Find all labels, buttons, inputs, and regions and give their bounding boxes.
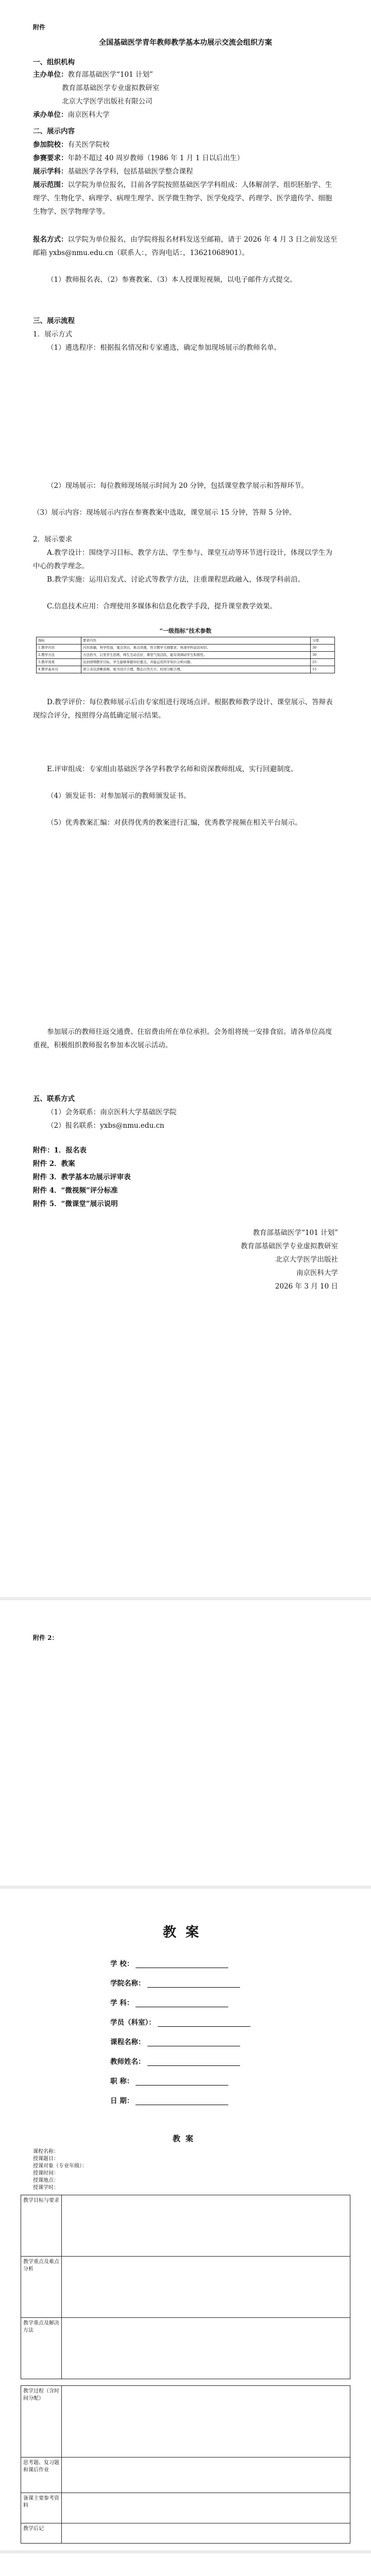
attachment-list bbox=[33, 1144, 338, 1211]
parameter-table bbox=[36, 637, 335, 673]
plan-title: 全国基础医学青年教师教学基本功展示交流会组织方案 bbox=[99, 39, 272, 47]
attachment-label: 附件 bbox=[33, 24, 46, 31]
lesson-title: 教案 bbox=[172, 2134, 198, 2143]
attachment-item: 附件 5．“微课堂”展示说明 bbox=[33, 1200, 118, 1208]
org-item: 教育部基础医学专业虚拟教研室 bbox=[62, 84, 159, 92]
cover-field: 课程名称： bbox=[110, 2036, 240, 2046]
page-divider bbox=[0, 1886, 371, 1889]
table-row: 3.教学效果 达到预期教学目标，学生能够掌握知识要点，并能运用所学知识分析问题。 25 bbox=[37, 659, 335, 666]
lesson-meta: 课程名称： 授课题目： 授课对象（专业年级）： 授课时间： 授课地点： 授课学时： bbox=[33, 2149, 87, 2191]
cover-title: 教案 bbox=[162, 1925, 208, 1940]
page-registration-form bbox=[0, 2555, 371, 2576]
requirement-b: B.教学实施：运用启发式、讨论式等教学方法，注重课程思政融入，体现学科前沿。 bbox=[47, 575, 305, 584]
signer: 教育部基础医学“101 计划” bbox=[252, 1229, 338, 1237]
cover-field: 日 期： bbox=[110, 2095, 228, 2105]
onsite-display: （2）现场展示：每位教师现场展示时间为 20 分钟，包括课堂教学展示和答辩环节。 bbox=[47, 482, 308, 490]
section-5-heading: 五、联系方式 bbox=[33, 1095, 75, 1103]
table-row: 指标 要求内容 分值 bbox=[37, 637, 335, 645]
section-1-heading: 一、组织机构 bbox=[33, 58, 75, 66]
table-row: 2.教学方法 方法恰当，启发学生思维，师生互动良好，课堂气氛活跃，能有效调动学生积极性。 30 bbox=[37, 652, 335, 659]
table-row: 教学后记 bbox=[21, 2523, 350, 2544]
participants-line: 参加院校：有关医学院校 bbox=[33, 141, 110, 149]
requirements-line: 参赛要求：年龄不超过 40 周岁教师（1986 年 1 月 1 日以后出生） bbox=[33, 154, 244, 162]
table-row: 教学目标与要求 bbox=[21, 2195, 350, 2257]
table-row: 教学重点及解决方法 bbox=[21, 2318, 350, 2379]
cover-field: 学 校： bbox=[110, 1958, 228, 1968]
requirement-a: A.教学设计：围绕学习目标、教学方法、学生参与、课堂互动等环节进行设计，体现以学生为中心的教学理念。 bbox=[33, 549, 333, 570]
attachment-2-label: 附件 2： bbox=[33, 1634, 58, 1641]
sign-date: 2026 年 3 月 10 日 bbox=[275, 1282, 338, 1291]
page-divider bbox=[0, 1597, 371, 1600]
contact-1: （1）会务联系：南京医科大学基础医学院 bbox=[47, 1108, 177, 1116]
display-mode-heading: 1．展示方式 bbox=[33, 330, 73, 338]
scope-paragraph: 展示范围：以学院为单位报名，目前各学院按照基础医学学科组成：人体解剖学、组织胚胎学、生理学、生物化学、病理学、病理生理学、医学微生物学、医学免疫学、药理学、医学遗传学、细胞生物学、医学物理学等。 bbox=[33, 181, 332, 216]
attachment-item: 附件 2．教案 bbox=[33, 1160, 75, 1168]
table-row: 教学重点及难点分析 bbox=[21, 2257, 350, 2318]
cover-field: 职 称： bbox=[110, 2075, 228, 2086]
display-content: （3）展示内容：现场展示内容在参赛教案中选取，课堂展示 15 分钟，答辩 5 分钟。 bbox=[33, 509, 296, 517]
page-lesson-plan bbox=[0, 1891, 371, 2555]
signature-block bbox=[33, 1226, 338, 1293]
table-row: 教学过程（含时间分配） bbox=[21, 2386, 350, 2458]
cover-field: 学 科： bbox=[110, 1997, 228, 2007]
section-3-heading: 三、展示流程 bbox=[33, 317, 75, 325]
lesson-table-2 bbox=[21, 2385, 350, 2544]
cover-field: 教师姓名： bbox=[110, 2056, 240, 2066]
register-note: （1）教师报名表、（2）参赛教案、（3）本人授课短视频，以电子邮件方式提交。 bbox=[47, 276, 297, 284]
attachment-item: 附件：1．报名表 bbox=[33, 1146, 87, 1155]
selection-procedure: （1）遴选程序：根据报名情况和专家遴选，确定参加现场展示的教师名单。 bbox=[47, 344, 281, 352]
attachment-item: 附件 4．“微视频”评分标准 bbox=[33, 1187, 118, 1195]
table-row: 思考题、复习题和课后作业 bbox=[21, 2458, 350, 2493]
table-row: 1.教学内容 内容准确，科学性强，重点突出，难点讲透，符合教学大纲要求，体现学科前沿知识。 30 bbox=[37, 645, 335, 652]
register-paragraph: 报名方式：以学院为单位报名，由学院将报名材料发送至邮箱，请于 2026 年 4 月 3 日之前发送至邮箱 yxbs@nmu.edu.cn（联系人：，咨询电话：，13621068901）。 bbox=[33, 235, 338, 257]
lesson-table bbox=[21, 2195, 350, 2379]
table-row: 备课主要参考资料 bbox=[21, 2493, 350, 2523]
cover-field: 学员（科室）： bbox=[110, 2016, 250, 2027]
cover-field: 学院名称： bbox=[110, 1977, 240, 1988]
requirement-e: E.评审组成：专家组由基础医学各学科教学名师和资深教师组成，实行回避制度。 bbox=[47, 765, 298, 773]
signer: 教育部基础医学专业虚拟教研室 bbox=[241, 1242, 338, 1250]
contact-2: （2）报名联系：yxbs@nmu.edu.cn bbox=[47, 1122, 164, 1130]
other-matters: 参加展示的教师往返交通费、住宿费由所在单位承担。会务组将统一安排食宿。请各单位高度重视，积极组织教师报名参加本次展示活动。 bbox=[33, 1028, 332, 1049]
org-item: 北京大学医学出版社有限公司 bbox=[62, 97, 153, 106]
requirement-c: C.信息技术应用：合理使用多媒体和信息化教学手段，提升课堂教学效果。 bbox=[47, 602, 277, 611]
org-list bbox=[33, 68, 338, 122]
requirements-heading: 2．展示要求 bbox=[33, 535, 73, 544]
table-row: 4.教学基本功 语言表达清晰流畅，板书设计合理，教态自然大方，时间分配合理。 15 bbox=[37, 666, 335, 673]
certificate-note: （4）颁发证书：对参加展示的教师颁发证书。 bbox=[47, 792, 191, 800]
discipline-line: 展示学科：基础医学各学科，包括基础医学整合课程 bbox=[33, 167, 193, 176]
org-item: 承办单位：南京医科大学 bbox=[33, 111, 110, 119]
page-divider bbox=[0, 2550, 371, 2553]
org-item: 主办单位：教育部基础医学“101 计划” bbox=[33, 71, 153, 79]
section-2-heading: 二、展示内容 bbox=[33, 127, 75, 135]
compilation-note: （5）优秀教案汇编：对获得优秀的教案进行汇编，优秀教学视频在相关平台展示。 bbox=[47, 819, 302, 827]
requirement-d: D.教学评价：每位教师展示后由专家组进行现场点评。根据教师教学设计、课堂展示、答辩表现综合评分，按照得分高低确定展示结果。 bbox=[33, 698, 333, 720]
attachment-item: 附件 3．教学基本功展示评审表 bbox=[33, 1173, 131, 1181]
page-attachment-2 bbox=[0, 1602, 371, 1891]
signer: 南京医科大学 bbox=[296, 1269, 338, 1277]
signer: 北京大学医学出版社 bbox=[275, 1256, 338, 1264]
parameter-table-title: “一级指标”技术参数 bbox=[159, 628, 212, 634]
